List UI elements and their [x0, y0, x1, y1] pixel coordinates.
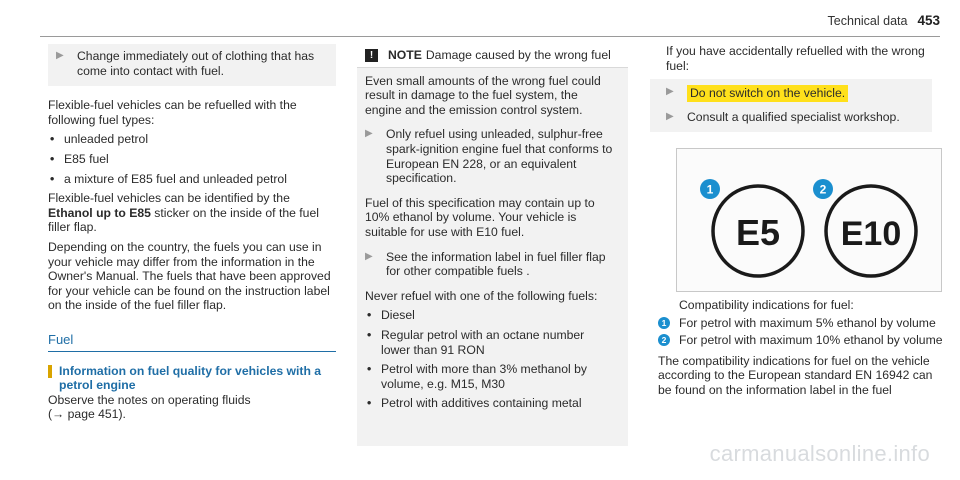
text: Flexible-fuel vehicles can be identified by the	[48, 191, 290, 206]
fuel-label-illustration	[677, 149, 943, 293]
list-item: • Regular petrol with an octane number lower than 91 RON	[367, 328, 614, 357]
step-arrow-icon: ▶	[365, 250, 373, 262]
e10-label-text: E10	[840, 215, 902, 253]
paragraph: Even small amounts of the wrong fuel could result in damage to the fuel system, the engine and the emission control system.	[365, 73, 601, 117]
page-number: 453	[917, 13, 940, 28]
instruction-step	[365, 250, 614, 279]
accident-paragraph: If you have accidentally refuelled with the wrong fuel:	[666, 44, 925, 73]
info-text: Observe the notes on operating fluids	[48, 392, 251, 407]
notice-label: NOTE	[388, 48, 422, 62]
paragraph: Fuel of this specification may contain up to 10% ethanol by volume. Your vehicle is suitable for use with E10 fuel.	[365, 195, 595, 239]
notice-title-text: Damage caused by the wrong fuel	[425, 48, 611, 62]
fuel-label-figure	[676, 148, 942, 292]
step-arrow-icon: ▶	[666, 110, 674, 122]
step-arrow-icon: ▶	[56, 50, 64, 61]
figure-legend	[658, 298, 948, 398]
watermark: carmanualsonline.info	[709, 441, 930, 466]
text: sticker on the inside of the fuel filler flap.	[48, 205, 319, 235]
list-item-text: unleaded petrol	[64, 132, 149, 147]
list-item: • Diesel	[367, 308, 415, 323]
legend-item	[658, 333, 948, 348]
legend-badge: 1	[658, 317, 670, 329]
step-text: Change immediately out of clothing that has come into contact with fuel.	[77, 49, 315, 78]
notice-body	[357, 68, 628, 446]
info-heading	[48, 364, 336, 393]
instruction-step	[666, 110, 924, 125]
notice-title	[388, 48, 611, 63]
paragraph: The compatibility indications for fuel on the vehicle according to the European standard EN 16942 can be found on the information label in the fuel	[658, 353, 933, 397]
step-text: Consult a qualified specialist workshop.	[687, 109, 900, 124]
notice-header	[357, 44, 628, 68]
info-bar-icon	[48, 365, 52, 378]
paragraph	[48, 191, 336, 235]
step-text: Only refuel using unleaded, sulphur-free spark-ignition engine fuel that conforms to European EN 228, or an equivalent specification.	[386, 127, 613, 186]
list-item-text: Diesel	[381, 308, 415, 323]
callout-number-2: 2	[819, 182, 827, 197]
legend-title: Compatibility indications for fuel:	[679, 298, 854, 312]
step-text: See the information label in fuel filler flap for other compatible fuels .	[386, 249, 606, 279]
step-arrow-icon: ▶	[666, 86, 674, 98]
column-right	[650, 44, 944, 132]
warning-icon: !	[365, 49, 378, 62]
instruction-step	[365, 127, 614, 185]
list-item-text: Petrol with additives containing metal	[381, 396, 582, 411]
list-item-text: Petrol with more than 3% methanol by volume, e.g. M15, M30	[381, 362, 587, 391]
legend-badge: 2	[658, 334, 670, 346]
e5-label-text: E5	[735, 212, 781, 253]
page-header	[828, 14, 940, 29]
list-item: • unleaded petrol	[50, 132, 149, 147]
section-title: Technical data	[827, 14, 908, 28]
header-divider	[40, 36, 940, 37]
instruction-box	[650, 79, 932, 132]
list-item-text: Regular petrol with an octane number lower than 91 RON	[381, 327, 585, 357]
step-arrow-icon: ▶	[365, 128, 373, 140]
instruction-box	[48, 44, 336, 86]
legend-text: For petrol with maximum 5% ethanol by volume	[679, 315, 936, 330]
paragraph: Never refuel with one of the following fuels:	[365, 288, 598, 303]
notice-box	[357, 44, 628, 446]
legend-item	[658, 316, 948, 331]
list-item: • Petrol with additives containing metal	[367, 396, 582, 411]
legend-text: For petrol with maximum 10% ethanol by volume	[679, 333, 943, 348]
column-left	[48, 44, 336, 422]
list-item: • Petrol with more than 3% methanol by volume, e.g. M15, M30	[367, 362, 614, 391]
info-heading-text: Information on fuel quality for vehicles with a petrol engine	[59, 363, 322, 393]
list-item-text: a mixture of E85 fuel and unleaded petrol	[64, 171, 287, 186]
sticker-name: Ethanol up to E85	[48, 205, 151, 220]
highlighted-step-text: Do not switch on the vehicle.	[687, 85, 848, 102]
instruction-step	[56, 49, 328, 78]
section-heading-fuel: Fuel	[48, 333, 336, 352]
callout-number-1: 1	[706, 182, 714, 197]
list-item: • E85 fuel	[50, 151, 109, 166]
list-item: • a mixture of E85 fuel and unleaded petrol	[50, 171, 287, 186]
list-item-text: E85 fuel	[64, 151, 109, 166]
instruction-step	[666, 85, 924, 102]
paragraph: Depending on the country, the fuels you can use in your vehicle may differ from the information in the Owner's Manual. The fuels that have been approved for your vehicle can be found on the instruction label on the inside of the fuel filler flap.	[48, 239, 331, 313]
page-reference-link[interactable]: (→ page 451).	[48, 407, 126, 422]
paragraph: Flexible-fuel vehicles can be refuelled with the following fuel types:	[48, 98, 297, 127]
